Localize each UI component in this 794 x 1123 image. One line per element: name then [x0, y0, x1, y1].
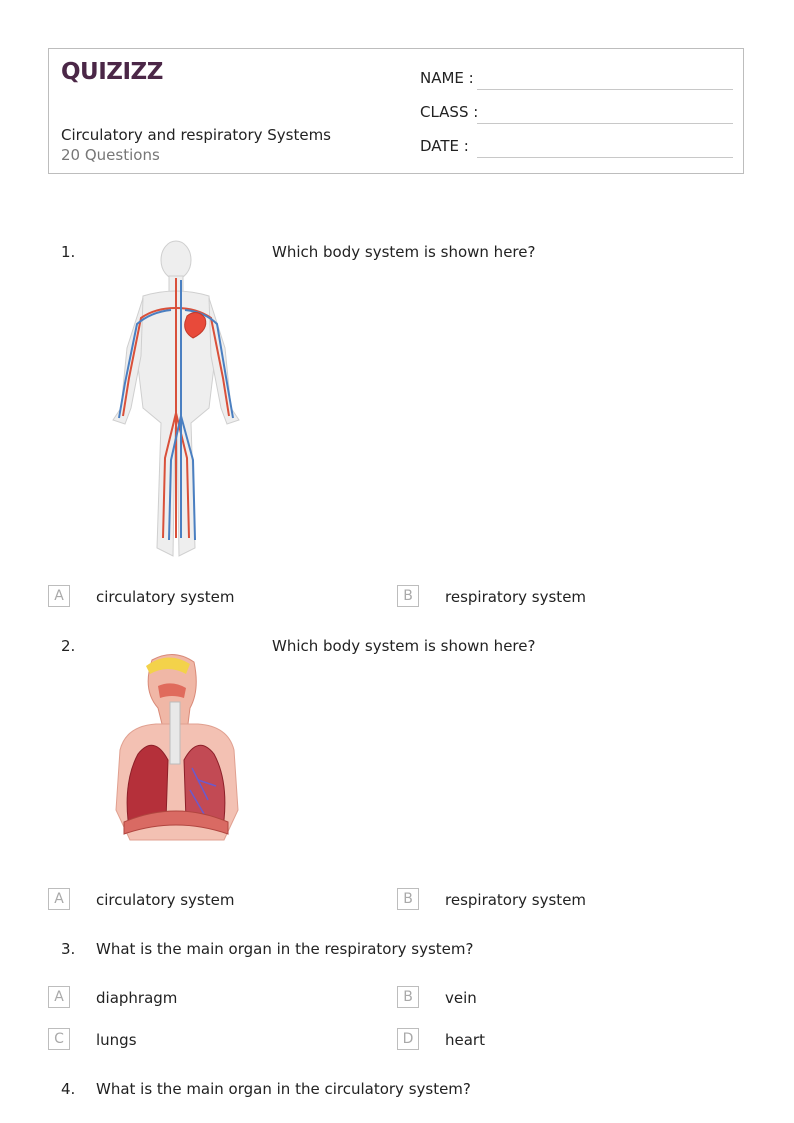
option-b-box[interactable]: B: [397, 986, 419, 1008]
option-a-text: circulatory system: [96, 588, 235, 606]
option-a-box[interactable]: A: [48, 888, 70, 910]
circulatory-system-image: [105, 238, 247, 562]
question-number: 1.: [61, 243, 76, 261]
option-c-box[interactable]: C: [48, 1028, 70, 1050]
option-a-box[interactable]: A: [48, 986, 70, 1008]
question-text: Which body system is shown here?: [272, 243, 536, 261]
name-label: NAME :: [420, 69, 474, 87]
option-b-text: respiratory system: [445, 588, 587, 606]
question-number: 3.: [61, 940, 76, 958]
option-b-text: respiratory system: [445, 891, 587, 909]
option-a-text: circulatory system: [96, 891, 235, 909]
name-line: [477, 89, 733, 90]
option-d-box[interactable]: D: [397, 1028, 419, 1050]
respiratory-system-image: [112, 650, 242, 846]
question-text: What is the main organ in the circulatory system?: [96, 1080, 471, 1098]
question-number: 2.: [61, 637, 76, 655]
option-c-text: lungs: [96, 1031, 137, 1049]
option-b-box[interactable]: B: [397, 585, 419, 607]
quizizz-logo: QUIZIZZ: [61, 59, 163, 85]
date-label: DATE :: [420, 137, 469, 155]
question-count: 20 Questions: [61, 146, 160, 164]
question-number: 4.: [61, 1080, 76, 1098]
date-line: [477, 157, 733, 158]
question-text: Which body system is shown here?: [272, 637, 536, 655]
option-b-box[interactable]: B: [397, 888, 419, 910]
worksheet-header: [48, 48, 744, 174]
class-line: [477, 123, 733, 124]
option-a-box[interactable]: A: [48, 585, 70, 607]
question-text: What is the main organ in the respiratory system?: [96, 940, 474, 958]
option-a-text: diaphragm: [96, 989, 178, 1007]
option-d-text: heart: [445, 1031, 485, 1049]
class-label: CLASS :: [420, 103, 479, 121]
quiz-title: Circulatory and respiratory Systems: [61, 126, 331, 144]
option-b-text: vein: [445, 989, 477, 1007]
